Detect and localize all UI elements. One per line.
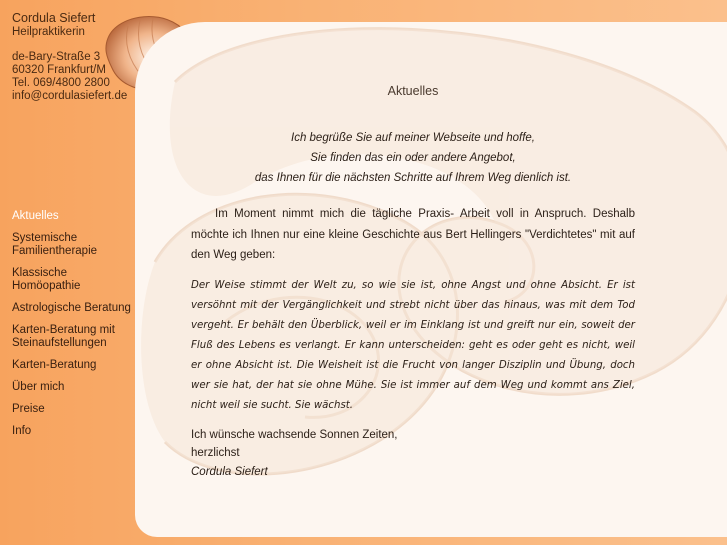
intro-line: Ich begrüße Sie auf meiner Webseite und hoffe, [291, 132, 535, 144]
intro-line: Sie finden das ein oder andere Angebot, [310, 152, 516, 164]
closing [191, 426, 635, 482]
address-street: de-Bary-Straße 3 [12, 51, 101, 63]
main-navigation [12, 210, 137, 447]
nav-item-systemische-familientherapie[interactable]: Systemische Familientherapie [12, 232, 98, 257]
site-owner-name: Cordula Siefert [12, 11, 96, 25]
news-paragraph: Im Moment nimmt mich die tägliche Praxis- Arbeit voll in Anspruch. Deshalb möchte ich Ihnen nur eine kleine Geschichte aus Bert Hellingers "Verdichtetes" mit auf den Weg geben: [191, 208, 635, 261]
nav-item-karten-beratung-steinaufstellungen[interactable]: Karten-Beratung mit Steinaufstellungen [12, 324, 115, 349]
closing-regards: herzlichst [191, 447, 240, 459]
welcome-intro [191, 128, 635, 188]
nav-item-karten-beratung[interactable]: Karten-Beratung [12, 359, 97, 371]
address-city: 60320 Frankfurt/M [12, 64, 106, 76]
article [191, 84, 635, 481]
closing-greeting: Ich wünsche wachsende Sonnen Zeiten, [191, 428, 398, 441]
nav-item-preise[interactable]: Preise [12, 403, 45, 415]
email-address[interactable]: info@cordulasiefert.de [12, 90, 128, 102]
nav-item-astrologische-beratung[interactable]: Astrologische Beratung [12, 302, 131, 314]
nav-item-klassische-homoeopathie[interactable]: Klassische Homöopathie [12, 267, 81, 292]
nav-item-ueber-mich[interactable]: Über mich [12, 381, 65, 393]
hellinger-quote: Der Weise stimmt der Welt zu, so wie sie ist, ohne Angst und ohne Absicht. Er ist versöhnt mit der Vergänglichkeit und strebt nicht über das hinaus, was mit dem Tod vergeht. Er behält den Überblick, weil er im Einklang ist und greift nur ein, soweit der Fluß des Lebens es verlangt. Er kann unterscheiden: geht es oder geht es nicht, weil er ohne Absicht ist. Die Weisheit ist die Frucht von langer Disziplin und Übung, doch wer sie hat, der hat sie ohne Mühe. Sie ist immer auf dem Weg und kommt ans Ziel, nicht weil sie sucht. Sie wächst. [191, 279, 635, 411]
content-panel [135, 22, 727, 537]
phone-number: Tel. 069/4800 2800 [12, 77, 110, 89]
intro-line: das Ihnen für die nächsten Schritte auf Ihrem Weg dienlich ist. [254, 172, 572, 184]
page-title: Aktuelles [387, 84, 439, 98]
nav-item-aktuelles[interactable]: Aktuelles [12, 210, 59, 222]
signature: Cordula Siefert [191, 465, 268, 478]
nav-item-info[interactable]: Info [12, 425, 32, 437]
profession-label: Heilpraktikerin [12, 26, 85, 38]
